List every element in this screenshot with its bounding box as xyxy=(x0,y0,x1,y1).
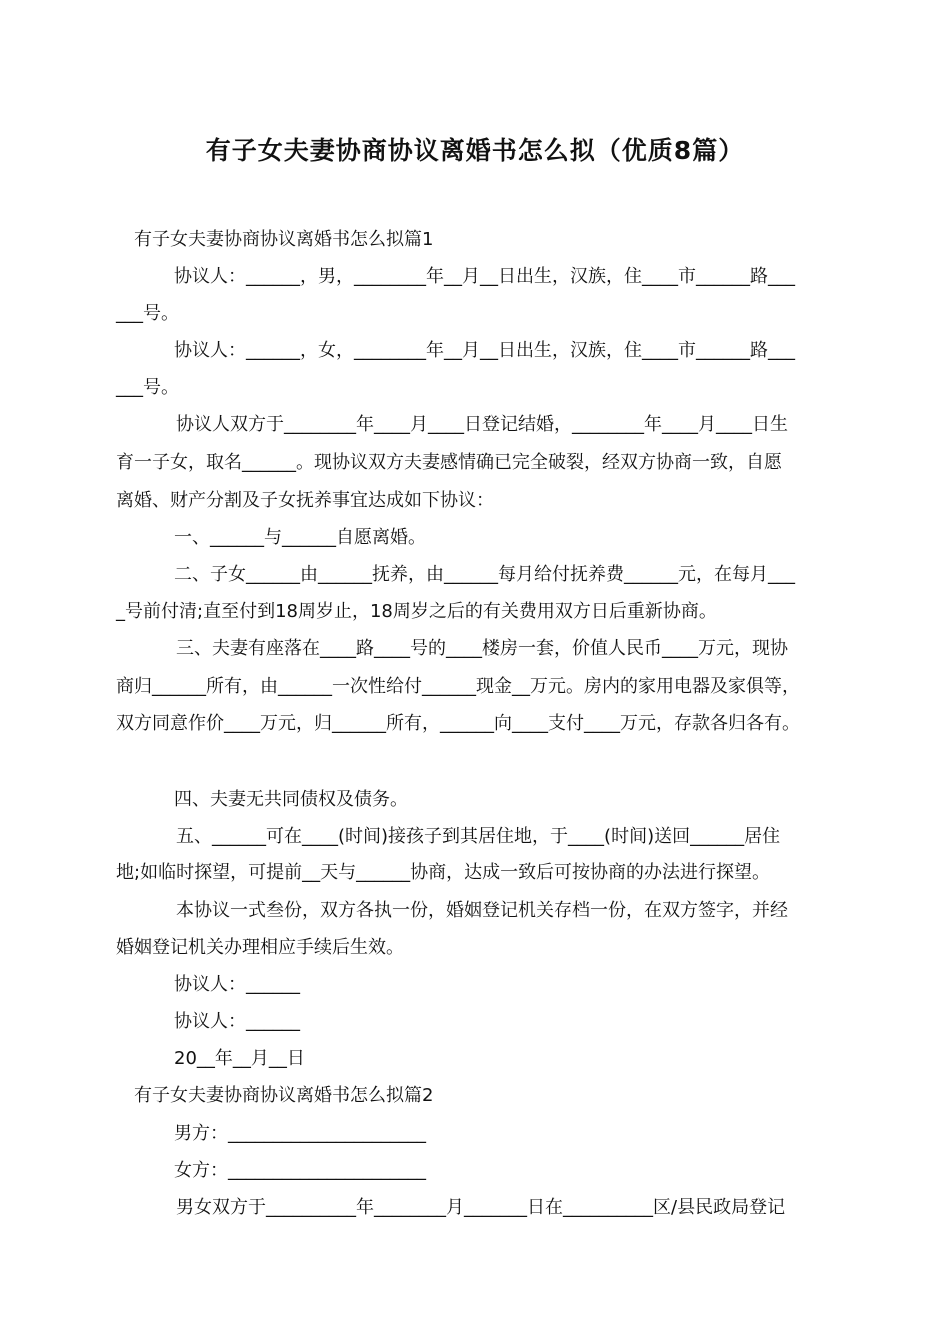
paragraph-line: 育一子女，取名______。现协议双方夫妻感情确已完全破裂，经双方协商一致，自愿 xyxy=(116,452,782,473)
paragraph-line: 三、夫妻有座落在____路____号的____楼房一套，价值人民币____万元，现协 xyxy=(176,638,788,659)
paragraph-line: 婚姻登记机关办理相应手续后生效。 xyxy=(116,937,404,958)
date-line: 20__年__月__日 xyxy=(174,1048,305,1069)
signature-line: 协议人：______ xyxy=(174,1011,300,1032)
paragraph-line: ___号。 xyxy=(116,303,179,324)
paragraph-line: 离婚、财产分割及子女抚养事宜达成如下协议： xyxy=(116,490,494,511)
section-heading-2: 有子女夫妻协商协议离婚书怎么拟篇2 xyxy=(134,1085,434,1106)
paragraph-line: 本协议一式叁份，双方各执一份，婚姻登记机关存档一份，在双方签字，并经 xyxy=(176,900,788,921)
document-title: 有子女夫妻协商协议离婚书怎么拟（优质8篇） xyxy=(205,136,745,165)
paragraph-line: ___号。 xyxy=(116,377,179,398)
paragraph-line: 协议人双方于________年____月____日登记结婚，________年____月____日生 xyxy=(176,414,788,435)
paragraph-line: 四、夫妻无共同债权及债务。 xyxy=(174,789,408,810)
paragraph-line: 二、子女______由______抚养，由______每月给付抚养费______元，在每月___ xyxy=(174,564,795,585)
paragraph-line: 协议人：______，女，________年__月__日出生，汉族，住____市______路___ xyxy=(174,340,795,361)
party-line: 女方：______________________ xyxy=(174,1160,426,1181)
paragraph-line: 五、______可在____(时间)接孩子到其居住地，于____(时间)送回______居住 xyxy=(176,826,781,847)
paragraph-line: _号前付清;直至付到18周岁止，18周岁之后的有关费用双方日后重新协商。 xyxy=(116,601,717,622)
signature-line: 协议人：______ xyxy=(174,974,300,995)
section-heading-1: 有子女夫妻协商协议离婚书怎么拟篇1 xyxy=(134,229,434,250)
paragraph-line: 地;如临时探望，可提前__天与______协商，达成一致后可按协商的办法进行探望。 xyxy=(116,862,771,883)
paragraph-line: 男女双方于__________年________月_______日在__________区/县民政局登记 xyxy=(176,1197,786,1218)
paragraph-line: 协议人：______，男，________年__月__日出生，汉族，住____市______路___ xyxy=(174,266,795,287)
paragraph-line: 双方同意作价____万元，归______所有，______向____支付____万元，存款各归各有。 xyxy=(116,713,800,734)
party-line: 男方：______________________ xyxy=(174,1123,426,1144)
paragraph-line: 商归______所有，由______一次性给付______现金__万元。房内的家用电器及家俱等， xyxy=(116,676,800,697)
paragraph-line: 一、______与______自愿离婚。 xyxy=(174,527,426,548)
